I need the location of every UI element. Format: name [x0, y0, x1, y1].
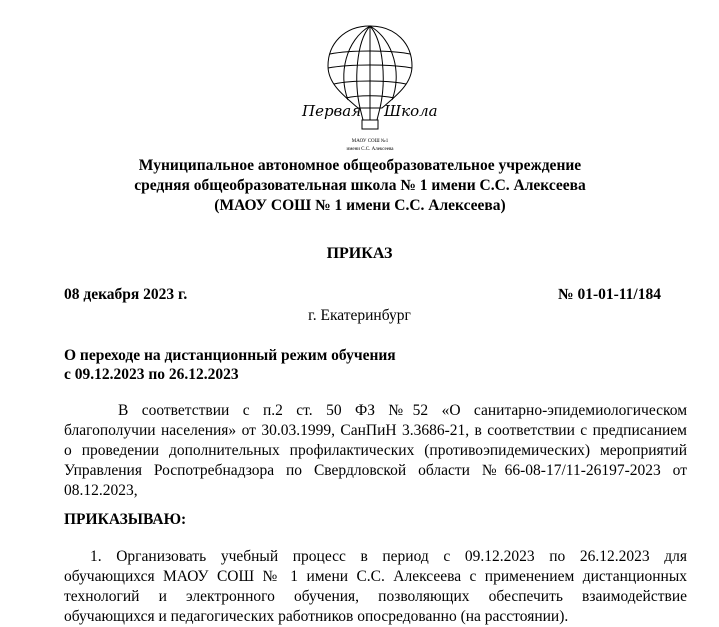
preamble-line: 08.12.2023, [64, 482, 138, 499]
order-item-line: обучающихся МАОУ СОШ № 1 имени С.С. Алексеева с применением дистанционных [64, 568, 687, 585]
subject-line-1: О переходе на дистанционный режим обучения [64, 347, 396, 364]
logo-right-word: Школа [384, 102, 438, 120]
school-logo [300, 22, 440, 152]
order-item-1 [64, 547, 687, 627]
org-name-line-1: Муниципальное автономное общеобразовательное учреждение [138, 157, 582, 174]
subject-line-2: с 09.12.2023 по 26.12.2023 [64, 366, 239, 383]
preamble-paragraph [64, 401, 687, 501]
document-number: № 01-01-11/184 [558, 286, 661, 303]
order-item-line: технологий и электронного обучения, позволяющих обеспечить взаимодействие [64, 588, 687, 605]
preamble-line: благополучии населения» от 30.03.1999, СанПиН 3.3686-21, в соответствии с предписанием [64, 422, 687, 439]
logo-left-word: Первая [302, 102, 362, 120]
hot-air-balloon-icon [300, 22, 440, 140]
document-city: г. Екатеринбург [308, 307, 411, 324]
logo-caption-1: МАОУ СОШ №1 [351, 139, 389, 144]
preamble-line: В соответствии с п.2 ст. 50 ФЗ №52 «О санитарно-эпидемиологическом [118, 402, 687, 419]
order-heading: ПРИКАЗЫВАЮ: [64, 511, 187, 528]
order-item-line: обучающихся и педагогических работников опосредованно (на расстоянии). [64, 608, 569, 625]
org-short-name: (МАОУ СОШ № 1 имени С.С. Алексеева) [214, 197, 506, 214]
logo-caption-2: имени С.С. Алексеева [346, 147, 394, 152]
preamble-line: о проведении дополнительных профилактических (противоэпидемических) мероприятий [64, 442, 687, 459]
preamble-line: Управления Роспотребнадзора по Свердловской области №66-08-17/11-26197-2023 от [64, 462, 687, 479]
document-title: ПРИКАЗ [326, 245, 393, 262]
order-item-line: 1. Организовать учебный процесс в период с 09.12.2023 по 26.12.2023 для [90, 548, 687, 565]
document-date: 08 декабря 2023 г. [64, 286, 188, 303]
org-name-line-2: средняя общеобразовательная школа № 1 имени С.С. Алексеева [134, 177, 586, 194]
